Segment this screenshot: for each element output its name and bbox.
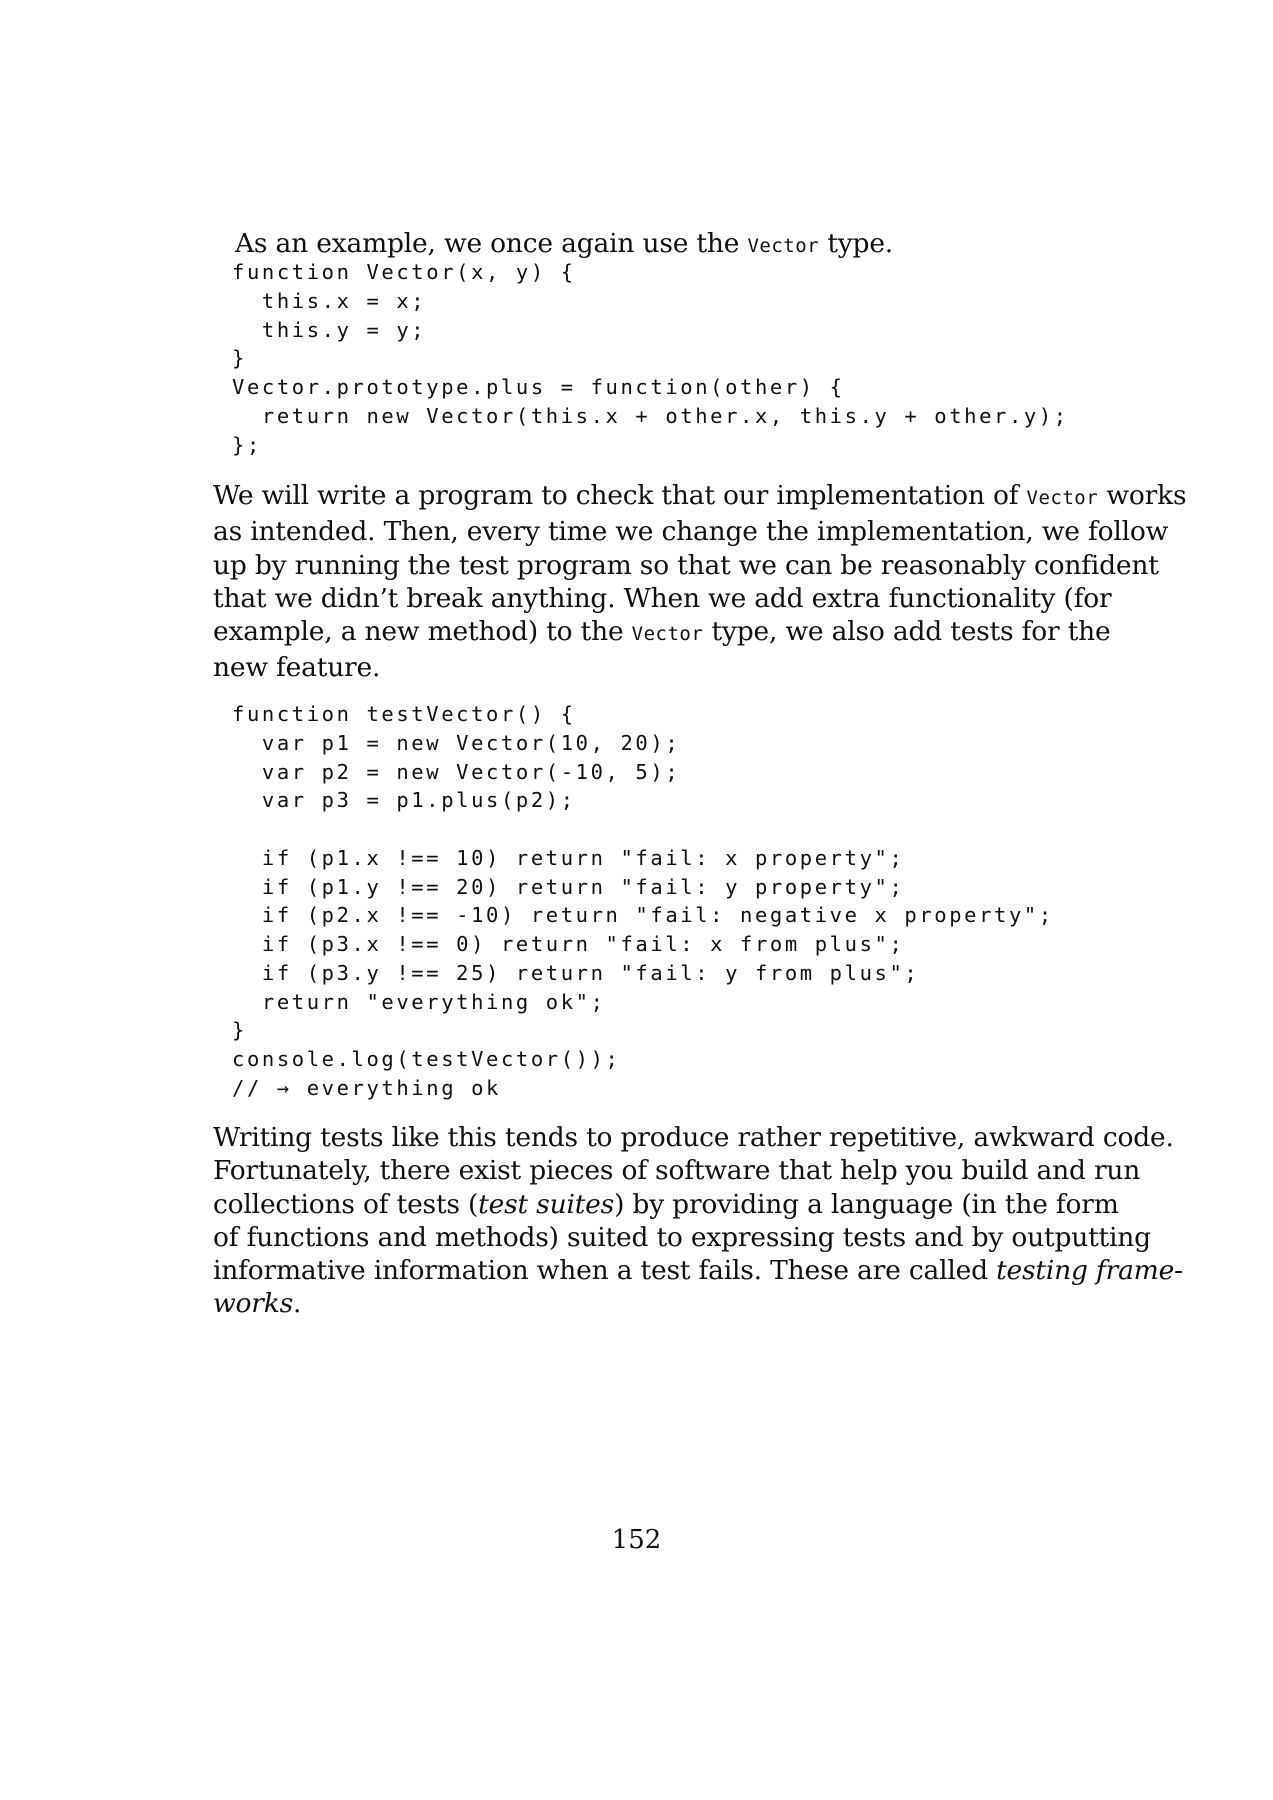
paragraph-line: as intended. Then, every time we change the implementation, we follow — [213, 516, 1169, 548]
code-line: console.log(testVector()); — [232, 1047, 621, 1071]
paragraph-line: Fortunately, there exist pieces of software that help you build and run — [213, 1155, 1141, 1187]
code-line: if (p2.x !== -10) return "fail: negative x property"; — [232, 903, 1054, 928]
paragraph-line: Writing tests like this tends to produce rather repetitive, awkward code. — [213, 1122, 1174, 1153]
paragraph-testing-intro — [213, 479, 1187, 685]
paragraph-line: of functions and methods) suited to expressing tests and by outputting — [213, 1221, 1151, 1253]
code-line: }; — [232, 432, 262, 457]
emphasis: works — [213, 1288, 293, 1320]
emphasis: testing frame- — [996, 1255, 1183, 1287]
code-line: var p3 = p1.plus(p2); — [232, 788, 576, 813]
inline-code: Vector — [747, 234, 820, 257]
code-line: if (p1.y !== 20) return "fail: y property"; — [232, 874, 905, 899]
paragraph-line: up by running the test program so that we can be reasonably confident — [213, 549, 1159, 581]
code-block-test-vector — [232, 700, 1054, 1103]
code-line — [232, 815, 1054, 844]
code-line: if (p3.x !== 0) return "fail: x from plus"; — [232, 932, 905, 956]
emphasis: test suites — [478, 1188, 615, 1220]
code-line: var p1 = new Vector(10, 20); — [232, 730, 681, 755]
code-line: this.x = x; — [232, 288, 427, 313]
inline-code: Vector — [631, 623, 704, 646]
paragraph-line: new feature. — [213, 652, 381, 684]
paragraph-line: collections of tests (test suites) by providing a language (in the form — [213, 1188, 1119, 1220]
code-line: if (p3.y !== 25) return "fail: y from plus"; — [232, 960, 920, 985]
intro-text-end: type. — [819, 227, 894, 259]
inline-code: Vector — [1026, 487, 1099, 509]
paragraph-line: informative information when a test fails. These are called testing frame- — [213, 1255, 1183, 1287]
paragraph-line: example, a new method) to the Vector type, we also add tests for the — [213, 616, 1111, 648]
code-block-vector — [232, 258, 1069, 459]
intro-text: As an example, we once again use the — [235, 227, 748, 259]
paragraph-testing-frameworks — [213, 1121, 1183, 1321]
code-line: return "everything ok"; — [232, 989, 606, 1014]
code-line: function testVector() { — [232, 702, 576, 726]
code-line: var p2 = new Vector(-10, 5); — [232, 759, 681, 784]
code-line: } — [232, 346, 247, 371]
code-line: // → everything ok — [232, 1075, 501, 1100]
code-line: return new Vector(this.x + other.x, this.y + other.y); — [232, 403, 1069, 428]
paragraph-line: works. — [213, 1288, 302, 1320]
code-line: } — [232, 1018, 247, 1043]
paragraph-line: that we didn’t break anything. When we add extra functionality (for — [213, 582, 1112, 614]
paragraph-line: We will write a program to check that our implementation of Vector works — [213, 480, 1187, 511]
code-line: function Vector(x, y) { — [232, 260, 576, 284]
code-line: if (p1.x !== 10) return "fail: x property"; — [232, 845, 905, 870]
page-number: 152 — [611, 1525, 662, 1555]
code-line: this.y = y; — [232, 317, 427, 342]
code-line: Vector.prototype.plus = function(other) { — [232, 375, 845, 399]
